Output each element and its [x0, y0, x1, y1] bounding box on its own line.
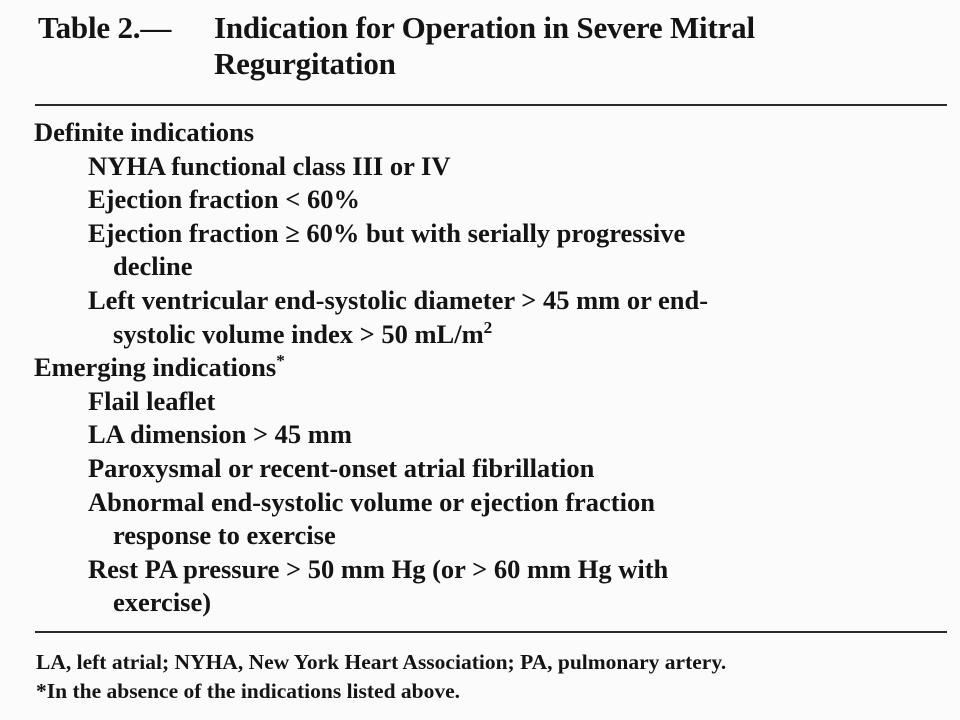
table-title: Indication for Operation in Severe Mitral Regurgitation [214, 10, 755, 81]
list-item [0, 418, 960, 452]
list-item-text: Left ventricular end-systolic diameter > 45 mm or end- [88, 284, 709, 315]
list-item [0, 385, 960, 419]
section-heading-sup: * [276, 351, 285, 371]
list-item-continuation [88, 318, 960, 352]
list-item-continuation: decline [113, 251, 193, 282]
list-item [0, 553, 960, 620]
section-heading-definite [0, 116, 960, 150]
list-item [0, 486, 960, 553]
bottom-rule [35, 631, 947, 633]
list-item [0, 284, 960, 351]
list-item-continuation: response to exercise [113, 520, 336, 551]
table-body [0, 116, 960, 620]
list-item [0, 183, 960, 217]
list-item-text: Flail leaflet [88, 385, 216, 416]
section-heading-label: Definite indications [34, 117, 255, 147]
list-item [0, 452, 960, 486]
list-item-continuation-text: systolic volume index > 50 mL/m [113, 318, 484, 349]
list-item-continuation: exercise) [113, 587, 212, 618]
list-item-text: Ejection fraction ≥ 60% but with serially progressive [88, 217, 686, 248]
list-item-text: Abnormal end-systolic volume or ejection fraction [88, 486, 655, 517]
list-item [0, 217, 960, 284]
list-item-text: Paroxysmal or recent-onset atrial fibrillation [88, 452, 595, 483]
table-label: Table 2.— [38, 10, 172, 45]
footnote-asterisk: *In the absence of the indications listed above. [36, 679, 461, 703]
footnotes [36, 648, 956, 706]
list-item-text: Ejection fraction < 60% [88, 184, 360, 215]
list-item-text: NYHA functional class III or IV [88, 150, 451, 181]
section-heading-emerging [0, 351, 960, 385]
footnote-abbreviations: LA, left atrial; NYHA, New York Heart Association; PA, pulmonary artery. [36, 650, 727, 674]
list-item-text: Rest PA pressure > 50 mm Hg (or > 60 mm Hg with [88, 553, 669, 584]
section-heading-label: Emerging indications [34, 352, 277, 383]
superscript: 2 [483, 317, 493, 337]
top-rule [35, 104, 947, 106]
list-item-text: LA dimension > 45 mm [88, 419, 352, 450]
list-item [0, 150, 960, 184]
